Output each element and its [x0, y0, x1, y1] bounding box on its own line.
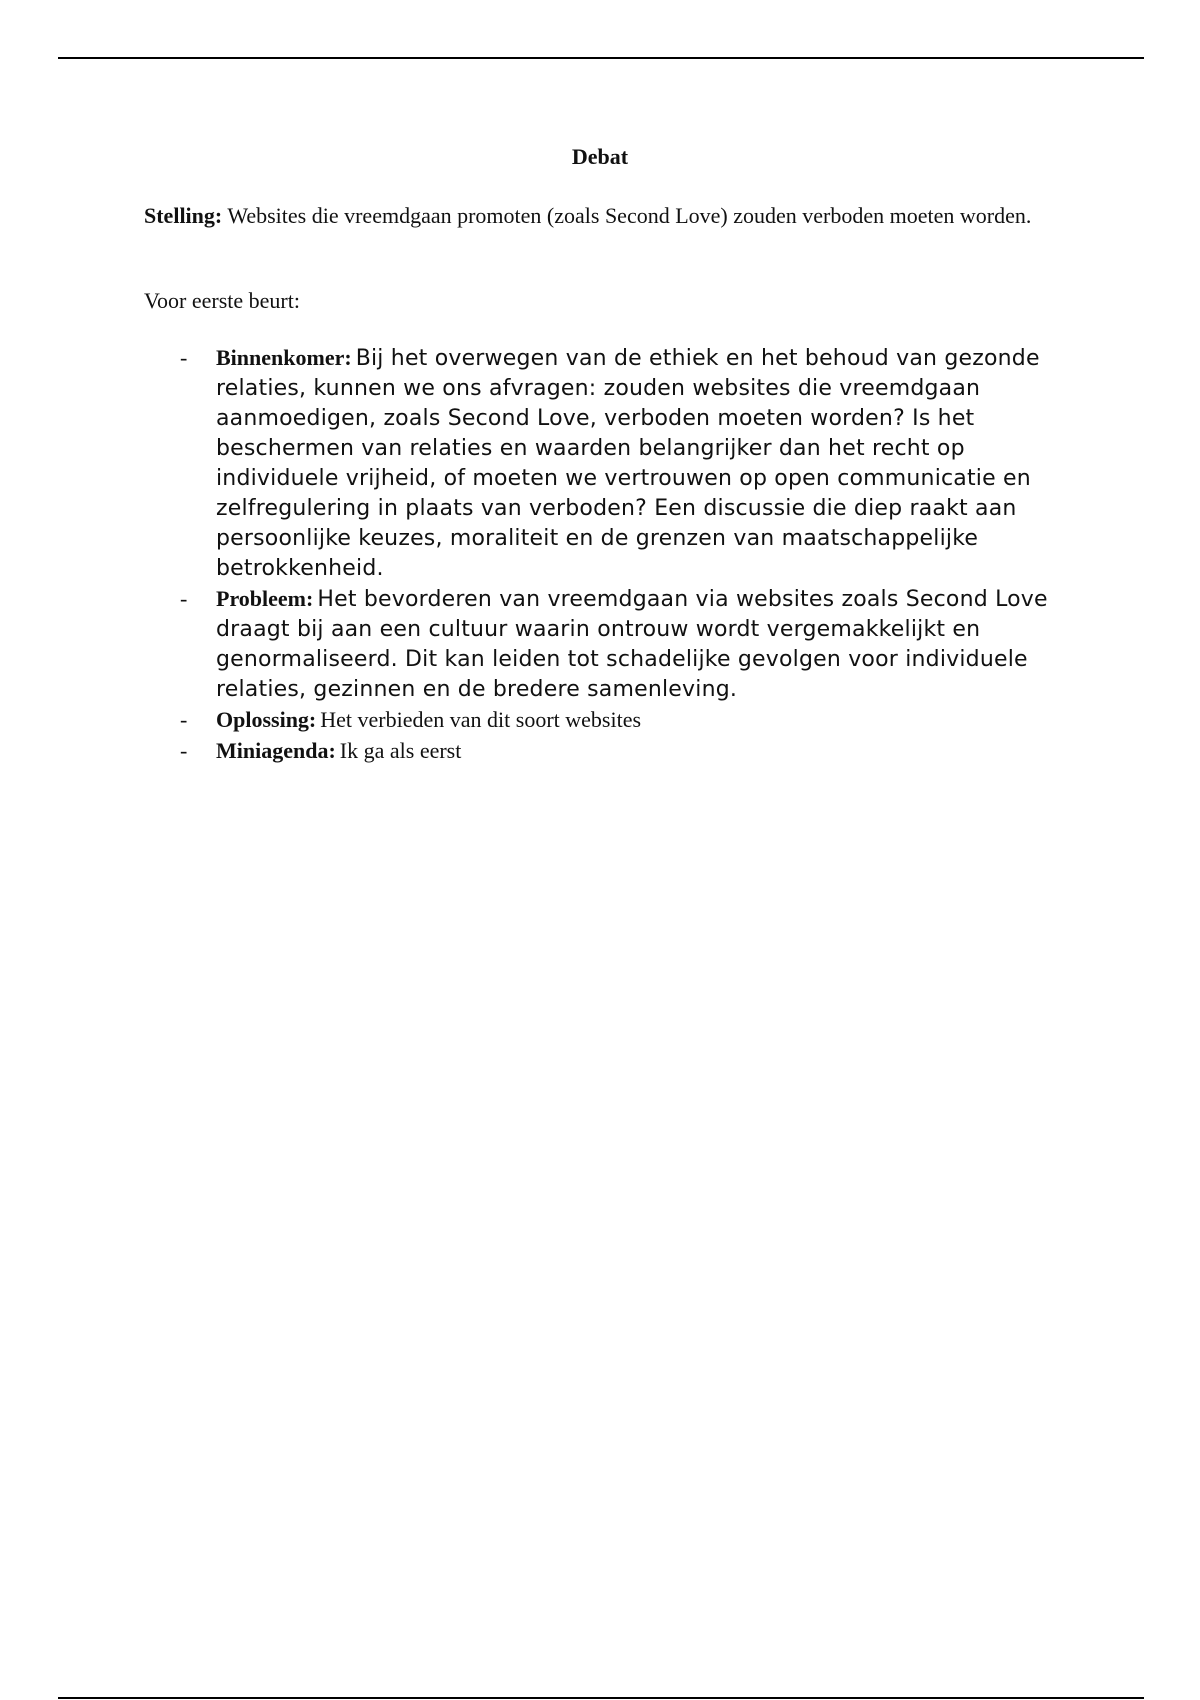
intro-text: Voor eerste beurt:: [144, 288, 300, 313]
item-text: Het verbieden van dit soort websites: [320, 707, 642, 732]
top-rule: [58, 57, 1144, 59]
argument-list: [144, 344, 1064, 768]
item-label: Miniagenda:: [216, 738, 336, 763]
stelling-paragraph: [144, 202, 1044, 230]
list-bullet: -: [180, 586, 188, 611]
item-label: Oplossing:: [216, 707, 317, 732]
bottom-rule: [58, 1697, 1144, 1699]
stelling-text: Websites die vreemdgaan promoten (zoals Second Love) zouden verboden moeten worden.: [227, 203, 1032, 228]
stelling-label: Stelling:: [144, 203, 223, 228]
list-item-probleem: [144, 585, 1064, 706]
list-item-oplossing: [144, 706, 1064, 737]
list-bullet: -: [180, 345, 188, 370]
item-label: Binnenkomer:: [216, 345, 352, 370]
list-item-binnenkomer: [144, 344, 1064, 585]
item-text: Het bevorderen van vreemdgaan via websites zoals Second Love draagt bij aan een cultuur waarin ontrouw wordt vergemakkelijkt en genormaliseerd. Dit kan leiden tot schadelijke gevolgen voor individuele relaties, gezinnen en de bredere samenleving.: [216, 587, 1048, 702]
item-label: Probleem:: [216, 586, 314, 611]
item-text: Ik ga als eerst: [339, 738, 462, 763]
list-item-miniagenda: [144, 737, 1064, 768]
list-bullet: -: [180, 738, 188, 763]
item-text: Bij het overwegen van de ethiek en het behoud van gezonde relaties, kunnen we ons afvragen: zouden websites die vreemdgaan aanmoedigen, zoals Second Love, verboden moeten worden? Is het beschermen van relaties en waarden belangrijker dan het recht op individuele vrijheid, of moeten we vertrouwen op open communicatie en zelfregulering in plaats van verboden? Een discussie die diep raakt aan persoonlijke keuzes, moraliteit en de grenzen van maatschappelijke betrokkenheid.: [216, 346, 1040, 581]
document-title: Debat: [571, 144, 629, 169]
list-bullet: -: [180, 707, 188, 732]
